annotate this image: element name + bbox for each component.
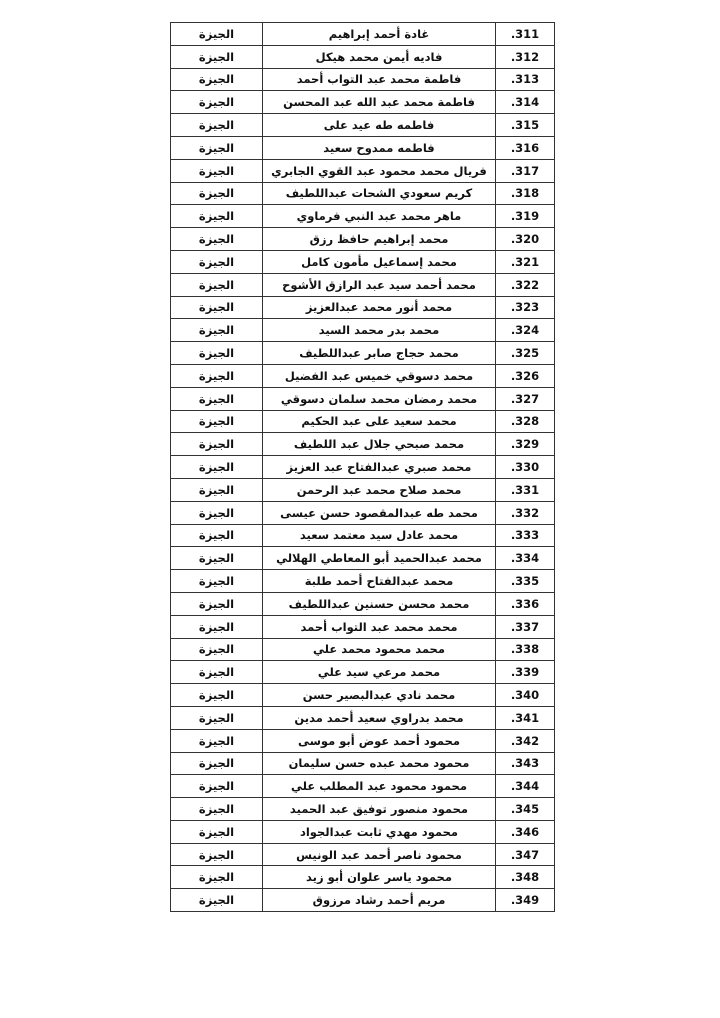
number-cell: .335 [496,570,555,593]
name-cell: محمد دسوقي خميس عبد الفضيل [263,364,496,387]
table-row [171,638,555,661]
table-row [171,228,555,251]
name-cell: محمد عادل سيد معتمد سعيد [263,524,496,547]
name-cell: محمد رمضان محمد سلمان دسوقي [263,387,496,410]
table-row [171,364,555,387]
city-cell: الجيزة [171,182,263,205]
name-cell: فاطمة محمد عبد التواب أحمد [263,68,496,91]
table-row [171,478,555,501]
table-row [171,456,555,479]
table-row [171,775,555,798]
number-cell: .327 [496,387,555,410]
table-row [171,159,555,182]
table-row [171,410,555,433]
city-cell: الجيزة [171,23,263,46]
number-cell: .347 [496,843,555,866]
number-cell: .317 [496,159,555,182]
number-cell: .323 [496,296,555,319]
city-cell: الجيزة [171,866,263,889]
name-cell: محمد بدر محمد السيد [263,319,496,342]
number-cell: .311 [496,23,555,46]
name-cell: فاديه أيمن محمد هيكل [263,45,496,68]
city-cell: الجيزة [171,729,263,752]
name-cell: محمد طه عبدالمقصود حسن عيسى [263,501,496,524]
number-cell: .312 [496,45,555,68]
number-cell: .342 [496,729,555,752]
name-cell: محمد محمود محمد علي [263,638,496,661]
table-row [171,524,555,547]
city-cell: الجيزة [171,319,263,342]
name-cell: فاطمه طه عيد على [263,114,496,137]
table-row [171,342,555,365]
table-row [171,729,555,752]
city-cell: الجيزة [171,387,263,410]
name-cell: محمود محمود عبد المطلب علي [263,775,496,798]
name-cell: محمد أحمد سيد عبد الرازق الأشوح [263,273,496,296]
name-cell: محمد إسماعيل مأمون كامل [263,250,496,273]
table-row [171,68,555,91]
table-row [171,706,555,729]
number-cell: .329 [496,433,555,456]
names-table-body [171,23,555,912]
number-cell: .336 [496,592,555,615]
number-cell: .324 [496,319,555,342]
table-row [171,136,555,159]
name-cell: محمود أحمد عوض أبو موسى [263,729,496,752]
name-cell: محمد صبحي جلال عبد اللطيف [263,433,496,456]
city-cell: الجيزة [171,364,263,387]
city-cell: الجيزة [171,91,263,114]
city-cell: الجيزة [171,205,263,228]
table-row [171,273,555,296]
table-row [171,501,555,524]
table-row [171,866,555,889]
number-cell: .320 [496,228,555,251]
city-cell: الجيزة [171,228,263,251]
table-row [171,23,555,46]
number-cell: .343 [496,752,555,775]
table-row [171,114,555,137]
name-cell: مريم أحمد رشاد مرزوق [263,889,496,912]
name-cell: محمد سعيد على عبد الحكيم [263,410,496,433]
number-cell: .319 [496,205,555,228]
table-row [171,615,555,638]
city-cell: الجيزة [171,615,263,638]
number-cell: .326 [496,364,555,387]
name-cell: محمد بدراوي سعيد أحمد مدين [263,706,496,729]
table-row [171,433,555,456]
name-cell: ماهر محمد عبد النبي فرماوي [263,205,496,228]
city-cell: الجيزة [171,433,263,456]
table-row [171,661,555,684]
city-cell: الجيزة [171,114,263,137]
table-row [171,684,555,707]
table-row [171,843,555,866]
number-cell: .332 [496,501,555,524]
city-cell: الجيزة [171,889,263,912]
number-cell: .328 [496,410,555,433]
name-cell: محمد إبراهيم حافظ رزق [263,228,496,251]
city-cell: الجيزة [171,478,263,501]
city-cell: الجيزة [171,570,263,593]
city-cell: الجيزة [171,273,263,296]
table-row [171,592,555,615]
city-cell: الجيزة [171,501,263,524]
city-cell: الجيزة [171,843,263,866]
city-cell: الجيزة [171,159,263,182]
table-row [171,296,555,319]
name-cell: محمود ياسر علوان أبو زيد [263,866,496,889]
table-row [171,547,555,570]
name-cell: فاطمه ممدوح سعيد [263,136,496,159]
city-cell: الجيزة [171,68,263,91]
city-cell: الجيزة [171,45,263,68]
number-cell: .346 [496,820,555,843]
table-row [171,250,555,273]
city-cell: الجيزة [171,410,263,433]
name-cell: فريال محمد محمود عبد القوي الجابري [263,159,496,182]
city-cell: الجيزة [171,250,263,273]
table-row [171,820,555,843]
name-cell: فاطمة محمد عبد الله عبد المحسن [263,91,496,114]
table-row [171,91,555,114]
number-cell: .334 [496,547,555,570]
table-row [171,798,555,821]
city-cell: الجيزة [171,752,263,775]
number-cell: .333 [496,524,555,547]
city-cell: الجيزة [171,592,263,615]
names-table [170,22,555,912]
name-cell: كريم سعودي الشحات عبداللطيف [263,182,496,205]
number-cell: .341 [496,706,555,729]
table-row [171,182,555,205]
number-cell: .321 [496,250,555,273]
city-cell: الجيزة [171,136,263,159]
number-cell: .314 [496,91,555,114]
number-cell: .313 [496,68,555,91]
city-cell: الجيزة [171,661,263,684]
table-row [171,570,555,593]
number-cell: .348 [496,866,555,889]
name-cell: محمد محسن حسنين عبداللطيف [263,592,496,615]
name-cell: محمد مرعي سيد علي [263,661,496,684]
city-cell: الجيزة [171,775,263,798]
name-cell: محمود ناصر أحمد عبد الونيس [263,843,496,866]
number-cell: .340 [496,684,555,707]
city-cell: الجيزة [171,296,263,319]
table-row [171,45,555,68]
city-cell: الجيزة [171,547,263,570]
number-cell: .325 [496,342,555,365]
number-cell: .322 [496,273,555,296]
name-cell: محمود محمد عبده حسن سليمان [263,752,496,775]
city-cell: الجيزة [171,706,263,729]
city-cell: الجيزة [171,638,263,661]
table-row [171,319,555,342]
number-cell: .316 [496,136,555,159]
number-cell: .331 [496,478,555,501]
name-cell: محمد عبدالفتاح أحمد طلبة [263,570,496,593]
table-row [171,205,555,228]
number-cell: .339 [496,661,555,684]
name-cell: محمد عبدالحميد أبو المعاطي الهلالي [263,547,496,570]
name-cell: محمد نادي عبدالبصير حسن [263,684,496,707]
number-cell: .337 [496,615,555,638]
number-cell: .349 [496,889,555,912]
city-cell: الجيزة [171,684,263,707]
city-cell: الجيزة [171,798,263,821]
number-cell: .338 [496,638,555,661]
name-cell: غادة أحمد إبراهيم [263,23,496,46]
name-cell: محمود مهدي ثابت عبدالجواد [263,820,496,843]
name-cell: محمد صبري عبدالفتاح عبد العزيز [263,456,496,479]
number-cell: .318 [496,182,555,205]
number-cell: .330 [496,456,555,479]
number-cell: .345 [496,798,555,821]
name-cell: محمد أنور محمد عبدالعزيز [263,296,496,319]
table-row [171,387,555,410]
number-cell: .344 [496,775,555,798]
number-cell: .315 [496,114,555,137]
city-cell: الجيزة [171,342,263,365]
name-cell: محمد حجاج صابر عبداللطيف [263,342,496,365]
name-cell: محمود منصور توفيق عبد الحميد [263,798,496,821]
city-cell: الجيزة [171,456,263,479]
city-cell: الجيزة [171,524,263,547]
city-cell: الجيزة [171,820,263,843]
name-cell: محمد محمد عبد التواب أحمد [263,615,496,638]
table-row [171,752,555,775]
name-cell: محمد صلاح محمد عبد الرحمن [263,478,496,501]
table-row [171,889,555,912]
